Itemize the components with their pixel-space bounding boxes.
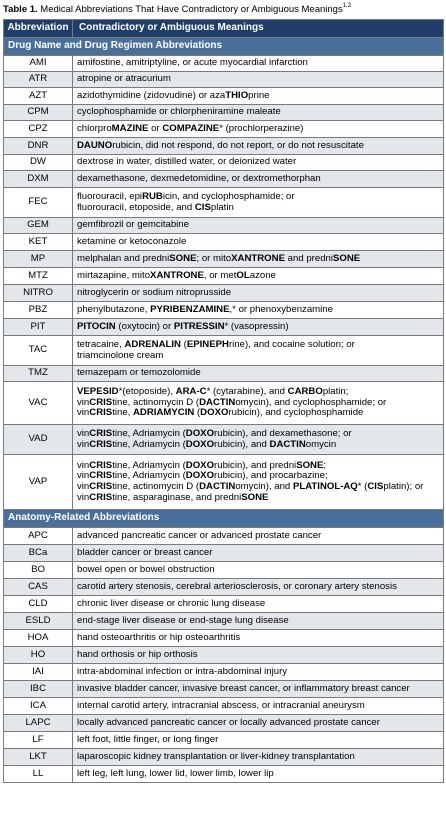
- meaning-cell: chronic liver disease or chronic lung disease: [73, 596, 444, 613]
- table-row: [4, 121, 444, 138]
- abbreviation-cell: DXM: [4, 171, 73, 188]
- abbreviation-cell: KET: [4, 234, 73, 251]
- abbreviation-cell: DW: [4, 155, 73, 171]
- meaning-cell: vinCRIStine, Adriamycin (DOXOrubicin), and predniSONE; vinCRIStine, Adriamycin (DOXOrubicin), and procarbazine; vinCRIStine, actinomycin D (DACTINomycin), and PLATINOL-AQ* (CISplatin); or vinCRIStine, asparaginase, and predniSONE: [73, 455, 444, 510]
- meaning-cell: atropine or atracurium: [73, 72, 444, 88]
- abbreviation-cell: PIT: [4, 319, 73, 336]
- meanings-column-header: Contradictory or Ambiguous Meanings: [73, 20, 444, 38]
- table-row: [4, 234, 444, 251]
- table-row: [4, 698, 444, 715]
- table-row: [4, 72, 444, 88]
- table-row: [4, 336, 444, 366]
- abbreviation-cell: PBZ: [4, 302, 73, 319]
- section-header-row: [4, 510, 444, 528]
- meaning-cell: tetracaine, ADRENALIN (EPINEPHrine), and cocaine solution; or triamcinolone cream: [73, 336, 444, 366]
- table-row: [4, 88, 444, 105]
- table-row: [4, 528, 444, 545]
- caption-label: Table 1.: [3, 4, 38, 15]
- abbreviation-cell: BO: [4, 562, 73, 579]
- section-title: Drug Name and Drug Regimen Abbreviations: [4, 38, 444, 56]
- table-row: [4, 366, 444, 382]
- abbreviations-table: [3, 19, 444, 783]
- abbreviation-cell: VAD: [4, 425, 73, 455]
- meaning-cell: mirtazapine, mitoXANTRONE, or metOLazone: [73, 268, 444, 285]
- meaning-cell: hand orthosis or hip orthosis: [73, 647, 444, 664]
- meaning-cell: locally advanced pancreatic cancer or locally advanced prostate cancer: [73, 715, 444, 732]
- table-row: [4, 545, 444, 562]
- abbreviation-cell: LL: [4, 766, 73, 783]
- meaning-cell: cyclophosphamide or chlorpheniramine maleate: [73, 105, 444, 121]
- table-row: [4, 647, 444, 664]
- meaning-cell: vinCRIStine, Adriamycin (DOXOrubicin), and dexamethasone; or vinCRIStine, Adriamycin (DOXOrubicin), and DACTINomycin: [73, 425, 444, 455]
- meaning-cell: ketamine or ketoconazole: [73, 234, 444, 251]
- meaning-cell: left foot, little finger, or long finger: [73, 732, 444, 749]
- header-row: [4, 20, 444, 38]
- caption-text: Medical Abbreviations That Have Contradictory or Ambiguous Meanings: [37, 4, 343, 15]
- table-row: [4, 138, 444, 155]
- table-row: [4, 302, 444, 319]
- meaning-cell: end-stage liver disease or end-stage lung disease: [73, 613, 444, 630]
- meaning-cell: bladder cancer or breast cancer: [73, 545, 444, 562]
- table-row: [4, 105, 444, 121]
- abbreviation-cell: ICA: [4, 698, 73, 715]
- meaning-cell: melphalan and predniSONE; or mitoXANTRONE and predniSONE: [73, 251, 444, 268]
- table-row: [4, 285, 444, 302]
- abbreviation-cell: GEM: [4, 218, 73, 234]
- meaning-cell: dexamethasone, dexmedetomidine, or dextromethorphan: [73, 171, 444, 188]
- meaning-cell: fluorouracil, epiRUBicin, and cyclophosphamide; or fluorouracil, etoposide, and CISplatin: [73, 188, 444, 218]
- abbreviation-cell: LAPC: [4, 715, 73, 732]
- meaning-cell: dextrose in water, distilled water, or deionized water: [73, 155, 444, 171]
- abbreviation-cell: BCa: [4, 545, 73, 562]
- abbreviation-cell: LKT: [4, 749, 73, 766]
- table-row: [4, 562, 444, 579]
- abbreviation-cell: CLD: [4, 596, 73, 613]
- table-row: [4, 171, 444, 188]
- meaning-cell: phenylbutazone, PYRIBENZAMINE,* or phenoxybenzamine: [73, 302, 444, 319]
- abbreviation-cell: FEC: [4, 188, 73, 218]
- abbreviation-cell: APC: [4, 528, 73, 545]
- meaning-cell: VEPESID*(etoposide), ARA-C* (cytarabine), and CARBOplatin; vinCRIStine, actinomycin D (DACTINomycin), and cyclophosphamide; or vinCRIStine, ADRIAMYCIN (DOXOrubicin), and cyclophosphamide: [73, 382, 444, 425]
- meaning-cell: bowel open or bowel obstruction: [73, 562, 444, 579]
- table-row: [4, 664, 444, 681]
- table-row: [4, 715, 444, 732]
- section-title: Anatomy-Related Abbreviations: [4, 510, 444, 528]
- abbreviation-cell: IBC: [4, 681, 73, 698]
- abbreviation-cell: ATR: [4, 72, 73, 88]
- table-row: [4, 613, 444, 630]
- table-row: [4, 319, 444, 336]
- meaning-cell: carotid artery stenosis, cerebral arteriosclerosis, or coronary artery stenosis: [73, 579, 444, 596]
- table-row: [4, 749, 444, 766]
- abbreviation-cell: VAC: [4, 382, 73, 425]
- meaning-cell: PITOCIN (oxytocin) or PITRESSIN* (vasopressin): [73, 319, 444, 336]
- meaning-cell: advanced pancreatic cancer or advanced prostate cancer: [73, 528, 444, 545]
- meaning-cell: internal carotid artery, intracranial abscess, or intracranial aneurysm: [73, 698, 444, 715]
- table-row: [4, 596, 444, 613]
- table-row: [4, 732, 444, 749]
- abbreviation-cell: CPZ: [4, 121, 73, 138]
- table-row: [4, 155, 444, 171]
- meaning-cell: laparoscopic kidney transplantation or liver-kidney transplantation: [73, 749, 444, 766]
- table-row: [4, 188, 444, 218]
- meaning-cell: nitroglycerin or sodium nitroprusside: [73, 285, 444, 302]
- abbreviation-cell: AZT: [4, 88, 73, 105]
- abbreviation-cell: LF: [4, 732, 73, 749]
- abbreviation-cell: CPM: [4, 105, 73, 121]
- section-header-row: [4, 38, 444, 56]
- abbreviation-cell: NITRO: [4, 285, 73, 302]
- meaning-cell: DAUNOrubicin, did not respond, do not report, or do not resuscitate: [73, 138, 444, 155]
- meaning-cell: invasive bladder cancer, invasive breast cancer, or inflammatory breast cancer: [73, 681, 444, 698]
- abbreviation-column-header: Abbreviation: [4, 20, 73, 38]
- meaning-cell: azidothymidine (zidovudine) or azaTHIOprine: [73, 88, 444, 105]
- abbreviation-cell: TAC: [4, 336, 73, 366]
- table-row: [4, 766, 444, 783]
- caption-refs: 1,2: [342, 3, 352, 9]
- meaning-cell: hand osteoarthritis or hip osteoarthritis: [73, 630, 444, 647]
- table-row: [4, 455, 444, 510]
- meaning-cell: temazepam or temozolomide: [73, 366, 444, 382]
- table-row: [4, 630, 444, 647]
- abbreviation-cell: CAS: [4, 579, 73, 596]
- abbreviation-cell: MTZ: [4, 268, 73, 285]
- table-row: [4, 579, 444, 596]
- meaning-cell: intra-abdominal infection or intra-abdominal injury: [73, 664, 444, 681]
- table-caption: [3, 2, 443, 17]
- meaning-cell: amifostine, amitriptyline, or acute myocardial infarction: [73, 56, 444, 72]
- table-body: [4, 38, 444, 783]
- table-row: [4, 251, 444, 268]
- table-row: [4, 425, 444, 455]
- table-row: [4, 268, 444, 285]
- abbreviation-cell: AMI: [4, 56, 73, 72]
- table-row: [4, 382, 444, 425]
- abbreviation-cell: HOA: [4, 630, 73, 647]
- abbreviation-cell: DNR: [4, 138, 73, 155]
- meaning-cell: left leg, left lung, lower lid, lower limb, lower lip: [73, 766, 444, 783]
- abbreviation-cell: VAP: [4, 455, 73, 510]
- abbreviation-cell: TMZ: [4, 366, 73, 382]
- abbreviation-cell: HO: [4, 647, 73, 664]
- table-row: [4, 681, 444, 698]
- table-row: [4, 218, 444, 234]
- abbreviation-cell: IAI: [4, 664, 73, 681]
- meaning-cell: gemfibrozil or gemcitabine: [73, 218, 444, 234]
- table-row: [4, 56, 444, 72]
- meaning-cell: chlorproMAZINE or COMPAZINE* (prochlorperazine): [73, 121, 444, 138]
- abbreviation-cell: ESLD: [4, 613, 73, 630]
- abbreviation-cell: MP: [4, 251, 73, 268]
